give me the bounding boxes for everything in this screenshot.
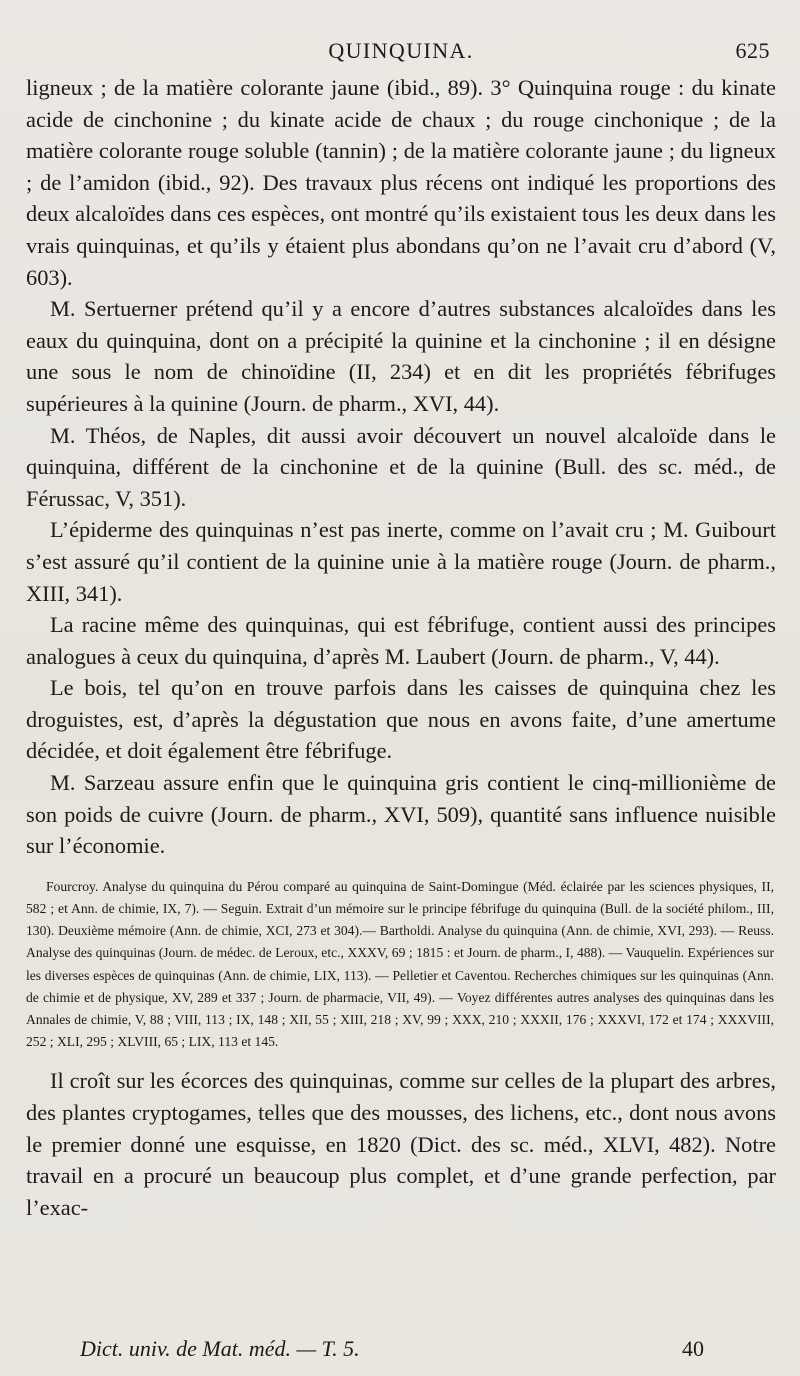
signature-title: Dict. univ. de Mat. méd. — T. 5. <box>80 1336 360 1361</box>
paragraph-continuation: ligneux ; de la matière colorante jaune (ibid., 89). 3° Quinquina rouge : du kinate acide de cinchonine ; du kinate acide de chaux ; du rouge cinchonique ; de la matière colorante rouge soluble (tannin) ; de la matière colorante jaune ; du ligneux ; de l’amidon (ibid., 92). Des travaux plus récens ont indiqué les proportions des deux alcaloïdes dans ces espèces, ont montré qu’ils existaient tous les deux dans les vrais quinquinas, et qu’ils y étaient plus abondans qu’on ne l’avait cru d’abord (V, 603). <box>26 75 776 290</box>
main-text <box>26 72 776 862</box>
running-head <box>26 38 776 72</box>
paragraph-sertuerner: M. Sertuerner prétend qu’il y a encore d’autres substances alcaloïdes dans les eaux du quinquina, dont on a précipité la quinine et la cinchonine ; il en désigne une sous le nom de chinoïdine (II, 234) et en dit les propriétés fébrifuges supérieures à la quinine (Journ. de pharm., XVI, 44). <box>26 296 776 416</box>
closing-text <box>26 1065 776 1223</box>
paragraph-racine: La racine même des quinquinas, qui est fébrifuge, contient aussi des principes analogues à ceux du quinquina, d’après M. Laubert (Journ. de pharm., V, 44). <box>26 612 776 669</box>
paragraph-theos: M. Théos, de Naples, dit aussi avoir découvert un nouvel alcaloïde dans le quinquina, différent de la cinchonine et de la quinine (Bull. des sc. méd., de Férussac, V, 351). <box>26 422 776 511</box>
running-title: QUINQUINA. <box>328 38 474 63</box>
paragraph-epiderme: L’épiderme des quinquinas n’est pas inerte, comme on l’avait cru ; M. Guibourt s’est assuré qu’il contient de la quinine unie à la matière rouge (Journ. de pharm., XIII, 341). <box>26 517 776 606</box>
page-number: 625 <box>735 38 770 63</box>
paragraph-lichens: Il croît sur les écorces des quinquinas, comme sur celles de la plupart des arbres, des plantes cryptogames, telles que des mousses, des lichens, etc., dont nous avons le premier donné une esquisse, en 1820 (Dict. des sc. méd., XLVI, 482). Notre travail en a procuré un beaucoup plus complet, et d’une grande perfection, par l’exac- <box>26 1068 776 1220</box>
bibliography-note: Fourcroy. Analyse du quinquina du Pérou comparé au quinquina de Saint-Domingue (Méd. éclairée par les sciences physiques, II, 582 ; et Ann. de chimie, IX, 7). — Seguin. Extrait d’un mémoire sur le principe fébrifuge du quinquina (Bull. de la société philom., III, 130). Deuxième mémoire (Ann. de chimie, XCI, 273 et 304).— Bartholdi. Analyse du quinquina (Ann. de chimie, XVI, 293). — Reuss. Analyse des quinquinas (Journ. de médec. de Leroux, etc., XXXV, 69 ; 1815 : et Journ. de pharm., I, 488). — Vauquelin. Expériences sur les diverses espèces de quinquinas (Ann. de chimie, LIX, 113). — Pelletier et Caventou. Recherches chimiques sur les quinquinas (Ann. de chimie et de physique, XV, 289 et 337 ; Journ. de pharmacie, VII, 49). — Voyez différentes autres analyses des quinquinas dans les Annales de chimie, V, 88 ; VIII, 113 ; IX, 148 ; XII, 55 ; XIII, 218 ; XV, 99 ; XXX, 210 ; XXXII, 176 ; XXXVI, 172 et 174 ; XXXVIII, 252 ; XLI, 295 ; XLVIII, 65 ; LIX, 113 et 145. <box>26 878 774 1050</box>
paragraph-bois: Le bois, tel qu’on en trouve parfois dans les caisses de quinquina chez les droguistes, est, d’après la dégustation que nous en avons faite, d’une amertume décidée, et doit également être fébrifuge. <box>26 675 776 764</box>
signature-mark: 40 <box>682 1336 704 1361</box>
paragraph-sarzeau: M. Sarzeau assure enfin que le quinquina gris contient le cinq-millionième de son poids de cuivre (Journ. de pharm., XVI, 509), quantité sans influence nuisible sur l’économie. <box>26 770 776 859</box>
signature-line <box>80 1336 704 1366</box>
